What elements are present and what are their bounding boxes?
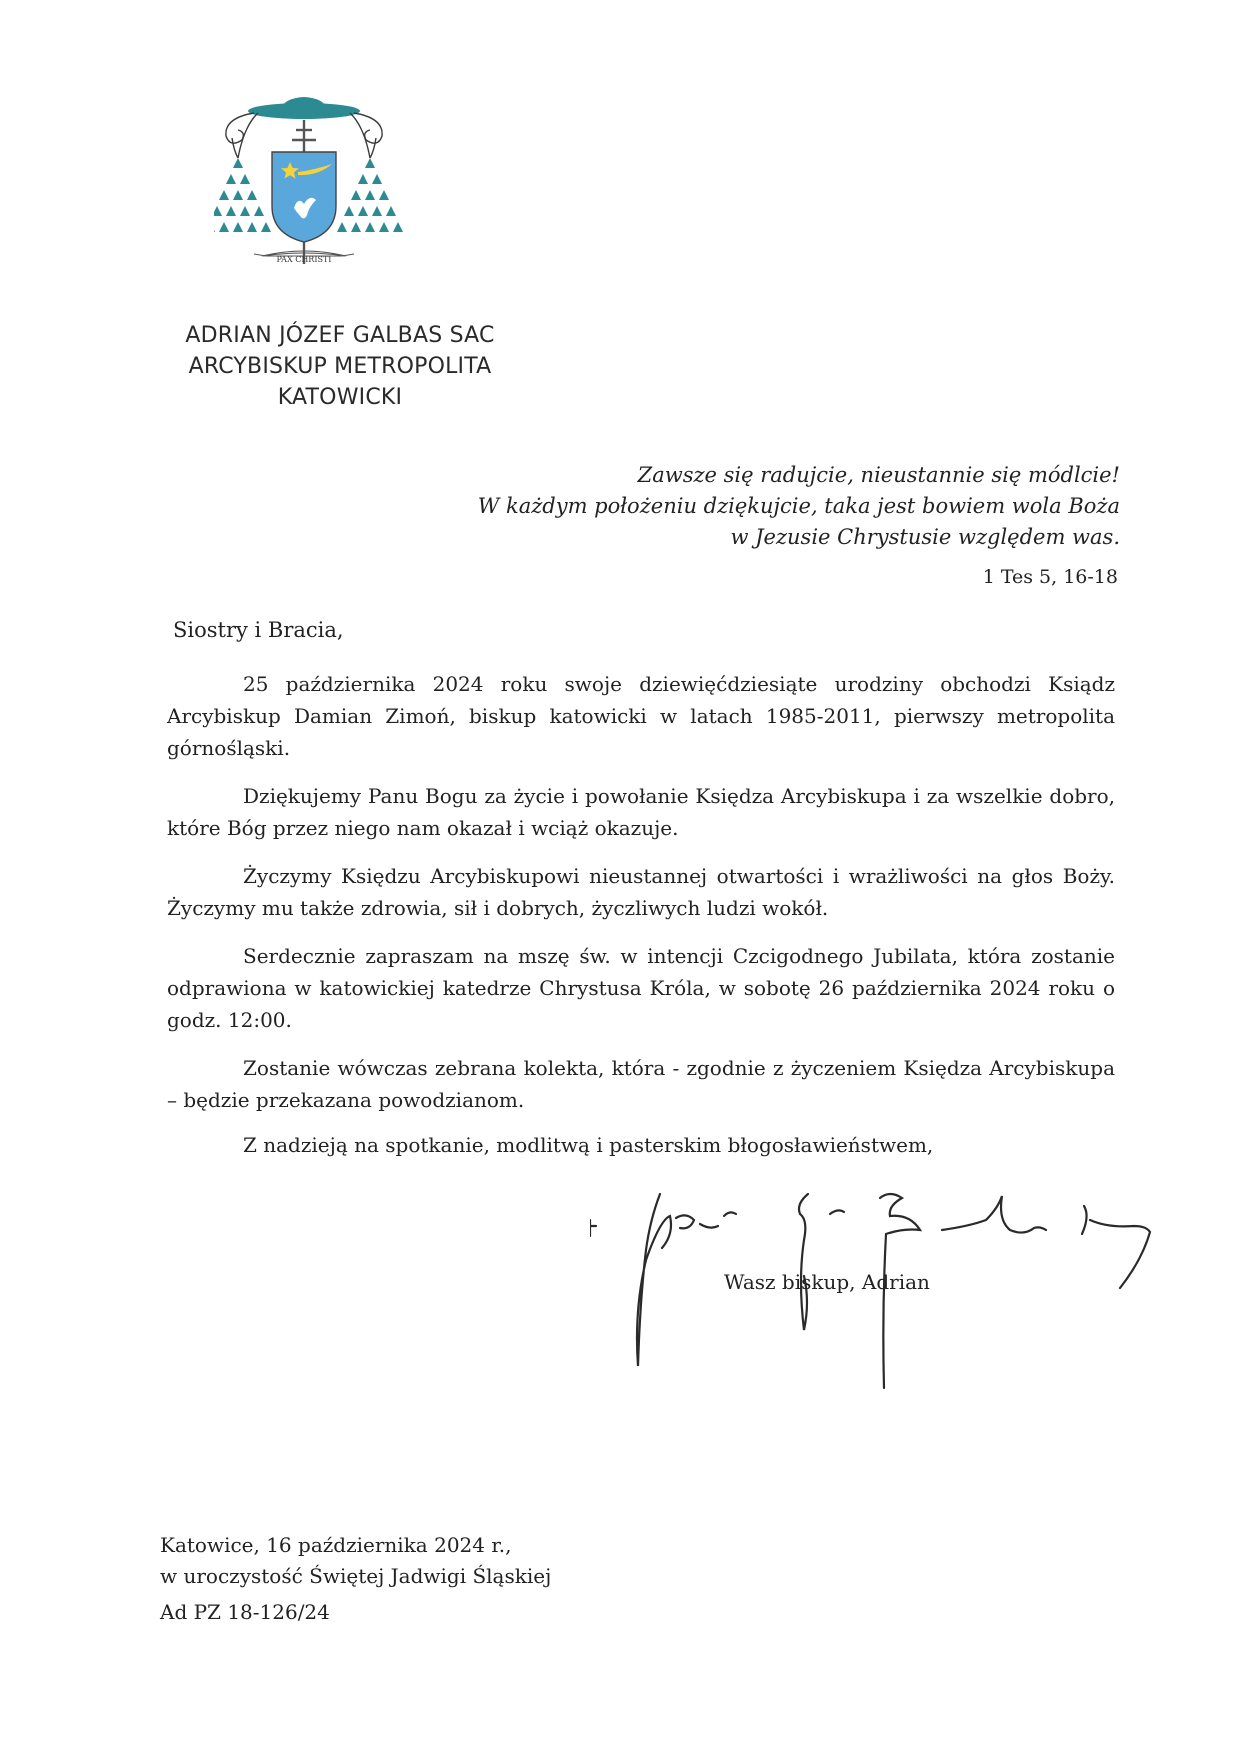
quote-line: w Jezusie Chrystusie względem was. (730, 525, 1120, 549)
body-paragraph: Dziękujemy Panu Bogu za życie i powołanie Księdza Arcybiskupa i za wszelkie dobro, które Bóg przez niego nam okazał i wciąż okazuje. (167, 784, 1115, 840)
motto-ribbon-label: PAX CHRISTI (276, 255, 332, 264)
body-paragraph: Serdecznie zapraszam na mszę św. w intencji Czcigodnego Jubilata, która zostanie odprawiona w katowickiej katedrze Chrystusa Króla, w sobotę 26 października 2024 roku o godz. 12:00. (167, 944, 1115, 1032)
coat-of-arms-icon (214, 96, 474, 316)
body-paragraph: 25 października 2024 roku swoje dziewięćdziesiąte urodziny obchodzi Ksiądz Arcybiskup Damian Zimoń, biskup katowicki w latach 1985-2011, pierwszy metropolita górnośląski. (167, 672, 1115, 760)
quote-line: W każdym położeniu dziękujcie, taka jest bowiem wola Boża (477, 494, 1120, 518)
right-tassels-icon (337, 158, 403, 232)
reference-number: Ad PZ 18-126/24 (160, 1600, 330, 1624)
body-paragraph: Zostanie wówczas zebrana kolekta, która - zgodnie z życzeniem Księdza Arcybiskupa – będzie przekazana powodzianom. (167, 1056, 1115, 1112)
scripture-quote (400, 460, 1120, 553)
shield-icon (272, 152, 336, 242)
issuer-name: ADRIAN JÓZEF GALBAS SAC (185, 323, 495, 348)
galero-hat-icon (248, 97, 360, 119)
closing-line: Z nadzieją na spotkanie, modlitwą i pasterskim błogosławieństwem, (243, 1133, 934, 1157)
issuer-block (140, 320, 540, 413)
letter-body (167, 668, 1115, 1132)
signature-label: Wasz biskup, Adrian (724, 1270, 930, 1294)
coat-of-arms (214, 96, 474, 316)
scripture-citation: 1 Tes 5, 16-18 (982, 566, 1118, 588)
date-line: Katowice, 16 października 2024 r., (160, 1533, 512, 1557)
issuer-see: KATOWICKI (277, 385, 403, 410)
body-paragraph: Życzymy Księdzu Arcybiskupowi nieustannej otwartości i wrażliwości na głos Boży. Życzymy mu także zdrowia, sił i dobrych, życzliwych ludzi wokół. (167, 864, 1115, 920)
salutation: Siostry i Bracia, (173, 618, 344, 642)
place-and-date (160, 1530, 551, 1592)
occasion-line: w uroczystość Świętej Jadwigi Śląskiej (160, 1564, 552, 1588)
quote-line: Zawsze się radujcie, nieustannie się módlcie! (637, 463, 1120, 487)
issuer-title: ARCYBISKUP METROPOLITA (188, 354, 492, 379)
left-tassels-icon (214, 158, 271, 232)
